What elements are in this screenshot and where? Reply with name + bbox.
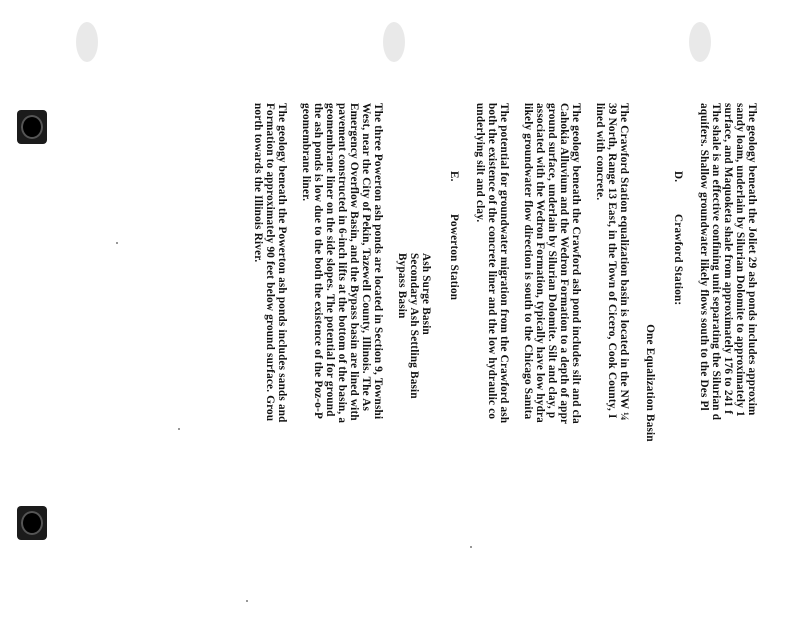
text-line: Emergency Overflow Basin, and the Bypass basin are lined with	[348, 103, 360, 421]
scan-speck	[178, 428, 180, 430]
text-line: The geology beneath the Crawford ash pond includes silt and cla	[570, 103, 582, 424]
text-line: north towards the Illinois River.	[252, 103, 264, 263]
text-line: lined with concrete.	[594, 103, 606, 201]
text-line: associated with the Wedron Formation, typically have low hydra	[534, 103, 546, 423]
scan-smudge	[383, 22, 405, 62]
text-line: Cahokia Alluvium and the Wedron Formation to a depth of appr	[558, 103, 570, 425]
text-line: aquifers. Shallow groundwater likely flows south to the Des Pl	[698, 103, 710, 411]
text-line: surface, and Maquoketa shale from approximately 176 to 241 f	[722, 103, 734, 415]
section-number: D.	[672, 171, 684, 183]
powerton-pond-list	[396, 103, 432, 618]
scan-smudge	[76, 22, 98, 62]
paragraph-powerton-geology	[252, 103, 288, 618]
paragraph-crawford-location	[594, 103, 630, 618]
section-heading-e	[448, 103, 460, 618]
text-line: The potential for groundwater migration from the Crawford ash	[498, 103, 510, 424]
scan-speck	[116, 242, 118, 244]
text-line: likely groundwater flow direction is south to the Chicago Sanita	[522, 103, 534, 420]
punch-hole-icon	[17, 506, 47, 540]
list-item: Bypass Basin	[396, 253, 408, 319]
section-heading-d	[672, 103, 684, 618]
text-line: pavement constructed in 6-inch lifts at the bottom of the basin, a	[336, 103, 348, 424]
paragraph-powerton-location	[300, 103, 384, 618]
text-line: The shale is an effective confining unit separating the Silurian d	[710, 103, 722, 421]
text-line: The Crawford Station equalization basin is located in the NW ¼	[618, 103, 630, 421]
scan-smudge	[689, 22, 711, 62]
paragraph-joliet-geology	[698, 103, 758, 618]
text-line: The three Powerton ash ponds are located in Section 9, Townshi	[372, 103, 384, 420]
text-line: 39 North, Range 13 East, in the Town of Cicero, Cook County, I	[606, 103, 618, 419]
text-line: geomembrane liner.	[300, 103, 312, 202]
text-line: underlying silt and clay.	[474, 103, 486, 223]
list-item: Secondary Ash Settling Basin	[408, 253, 420, 399]
text-line: both the existence of the concrete liner and the low hydraulic co	[486, 103, 498, 420]
section-title: Powerton Station	[448, 214, 460, 301]
section-title: Crawford Station:	[672, 214, 684, 306]
text-line: the ash ponds is low due to the both the existence of the Poz-o-P	[312, 103, 324, 419]
text-line: geomembrane liner on the side slopes. The potential for ground	[324, 103, 336, 417]
paragraph-crawford-geology	[522, 103, 582, 618]
text-line: sandy loam, underlain by Silurian Dolomite to approximately 1	[734, 103, 746, 417]
text-line: West, near the City of Pekin, Tazewell County, Illinois. The As	[360, 103, 372, 412]
punch-hole-icon	[17, 110, 47, 144]
list-item: Ash Surge Basin	[420, 253, 432, 335]
text-line: ground surface, underlain by Silurian Dolomite. Silt and clay, p	[546, 103, 558, 419]
text-line: The geology beneath the Powerton ash ponds includes sands and	[276, 103, 288, 423]
text-line: The geology beneath the Joliet 29 ash ponds includes approxim	[746, 103, 758, 416]
section-number: E.	[448, 171, 460, 182]
paragraph-crawford-migration	[474, 103, 510, 618]
crawford-subheading: One Equalization Basin	[644, 324, 656, 442]
rotated-text-block	[238, 103, 758, 618]
text-line: Formation to approximately 90 feet below ground surface. Grou	[264, 103, 276, 422]
